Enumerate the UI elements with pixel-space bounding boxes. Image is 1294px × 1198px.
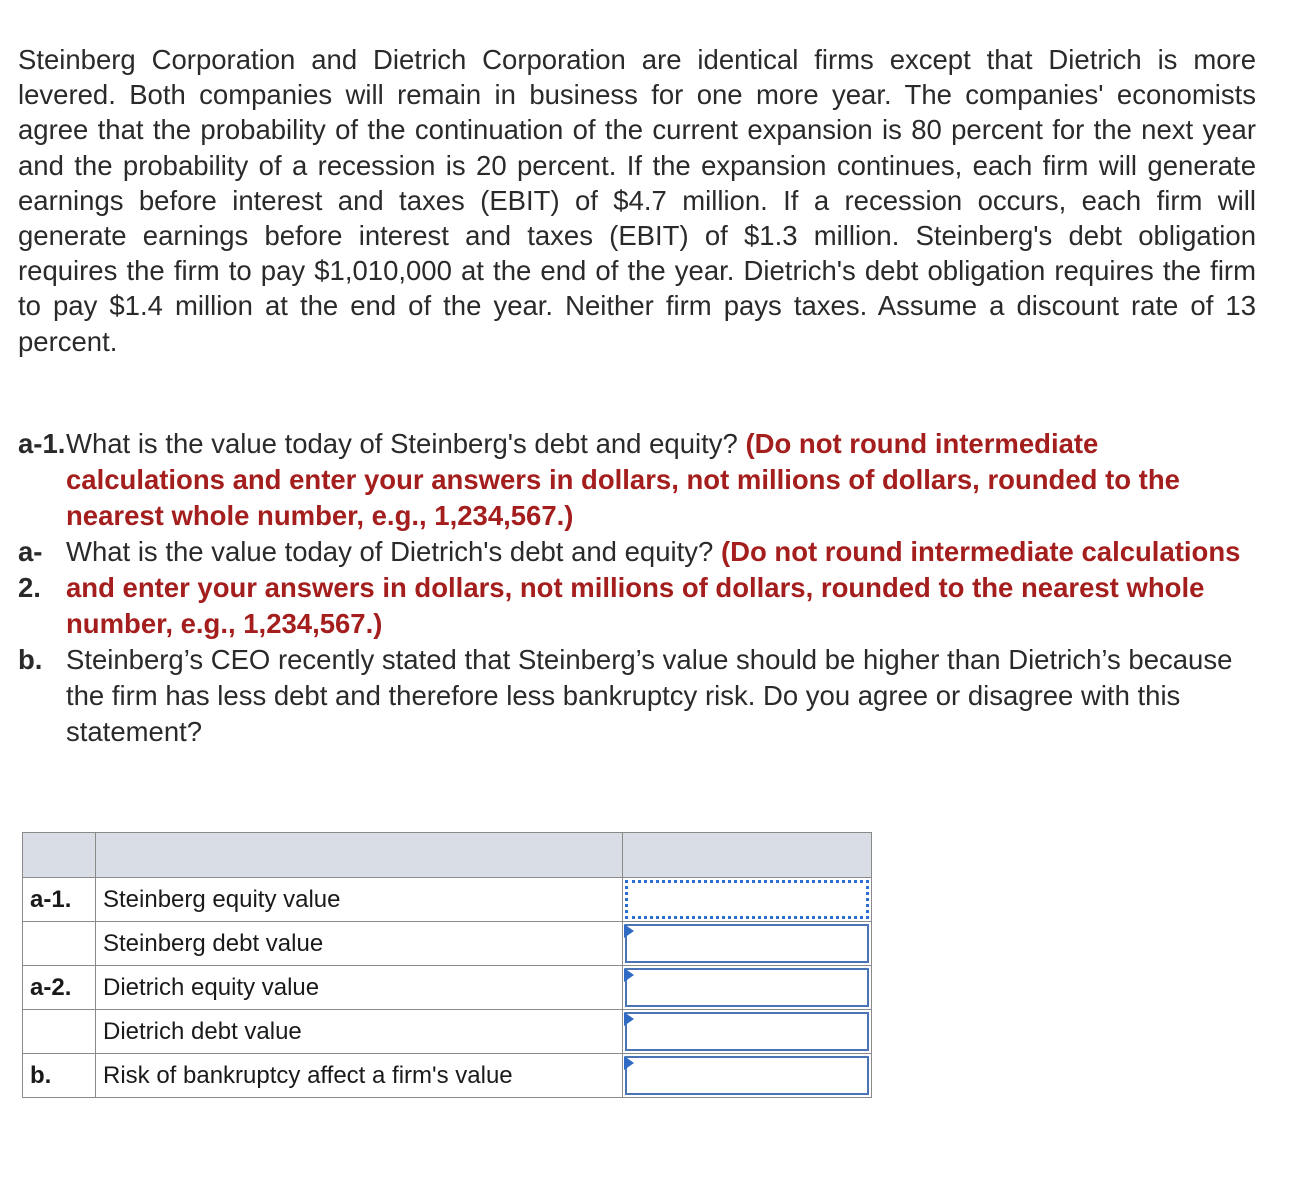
row-part-label (23, 922, 96, 966)
question-a1-text: What is the value today of Steinberg's debt and equity? (66, 428, 746, 459)
steinberg-equity-input[interactable] (625, 880, 869, 919)
bankruptcy-risk-select[interactable] (625, 1056, 869, 1095)
question-list (18, 426, 1258, 750)
answer-cell (623, 966, 872, 1010)
header-cell-value (623, 833, 872, 878)
row-label: Dietrich debt value (96, 1010, 623, 1054)
row-label: Dietrich equity value (96, 966, 623, 1010)
table-header-row (23, 833, 872, 878)
dietrich-equity-input[interactable] (625, 968, 869, 1007)
table-row (23, 1054, 872, 1098)
question-a2-text: What is the value today of Dietrich's debt and equity? (66, 536, 721, 567)
question-a2-label-line2: 2. (18, 572, 41, 603)
problem-statement: Steinberg Corporation and Dietrich Corporation are identical firms except that Dietrich is more levered. Both companies will remain in business for one more year. The companies' economists agree that the probability of the continuation of the current expansion is 80 percent for the next year and the probability of a recession is 20 percent. If the expansion continues, each firm will generate earnings before interest and taxes (EBIT) of $4.7 million. If a recession occurs, each firm will generate earnings before interest and taxes (EBIT) of $1.3 million. Steinberg's debt obligation requires the firm to pay $1,010,000 at the end of the year. Dietrich's debt obligation requires the firm to pay $1.4 million at the end of the year. Neither firm pays taxes. Assume a discount rate of 13 percent. (18, 44, 1256, 357)
question-b-text: Steinberg’s CEO recently stated that Steinberg’s value should be higher than Dietrich’s because the firm has less debt and therefore less bankruptcy risk. Do you agree or disagree with this statement? (66, 644, 1233, 747)
question-a2-note: (Do not round intermediate calculations and enter your answers in dollars, not millions of dollars, rounded to the nearest whole number, e.g., 1,234,567.) (66, 536, 1241, 639)
row-label: Steinberg equity value (96, 878, 623, 922)
answer-cell (623, 1010, 872, 1054)
row-part-label (23, 1010, 96, 1054)
table-row (23, 966, 872, 1010)
row-part-label: a-2. (23, 966, 96, 1010)
question-b (18, 642, 1258, 750)
question-a1-label: a-1. (18, 428, 66, 459)
row-label: Steinberg debt value (96, 922, 623, 966)
answer-cell (623, 1054, 872, 1098)
table-row (23, 922, 872, 966)
row-label: Risk of bankruptcy affect a firm's value (96, 1054, 623, 1098)
header-cell-label (96, 833, 623, 878)
question-a1 (18, 426, 1258, 534)
question-a2-label (18, 534, 66, 606)
flag-marker-icon (624, 924, 634, 938)
question-b-label: b. (18, 644, 43, 675)
answer-cell (623, 922, 872, 966)
table-row (23, 878, 872, 922)
question-a2 (18, 534, 1258, 642)
question-a2-label-line1: a- (18, 536, 43, 567)
flag-marker-icon (624, 1012, 634, 1026)
question-a1-note: (Do not round intermediate calculations and enter your answers in dollars, not millions of dollars, rounded to the nearest whole number, e.g., 1,234,567.) (66, 428, 1180, 531)
flag-marker-icon (624, 1056, 634, 1070)
dietrich-debt-input[interactable] (625, 1012, 869, 1051)
header-cell-part (23, 833, 96, 878)
flag-marker-icon (624, 968, 634, 982)
answer-table (22, 832, 872, 1098)
row-part-label: b. (23, 1054, 96, 1098)
answer-cell (623, 878, 872, 922)
row-part-label: a-1. (23, 878, 96, 922)
steinberg-debt-input[interactable] (625, 924, 869, 963)
table-row (23, 1010, 872, 1054)
